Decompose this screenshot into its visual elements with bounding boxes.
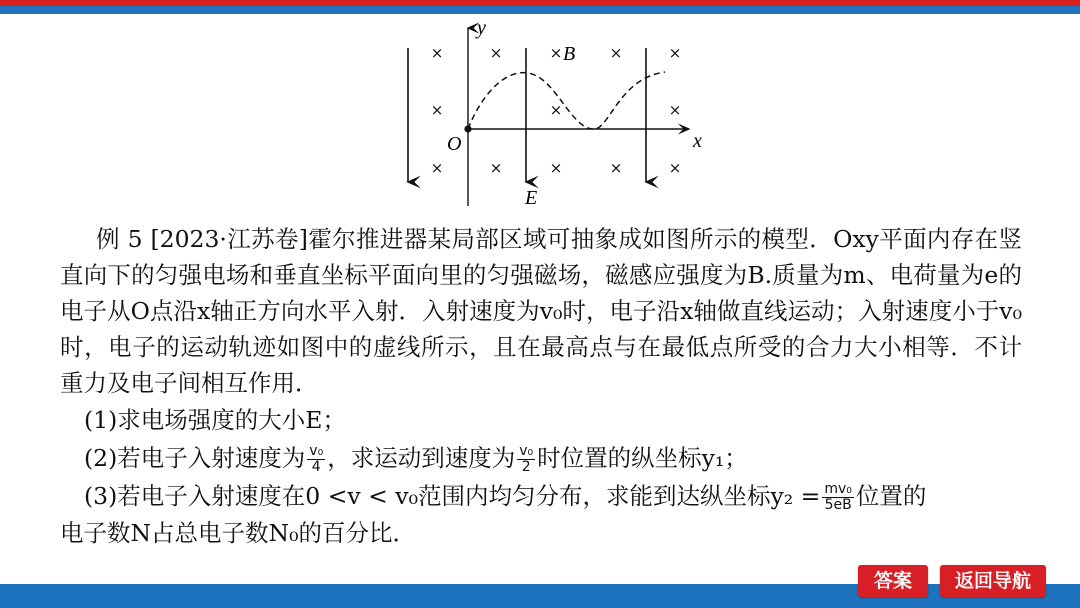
b-field-cross: × [489,44,503,62]
b-field-label: B [563,43,576,65]
b-field-cross: × [489,159,503,177]
question-3-continuation: 电子数N占总电子数N₀的百分比． [60,519,417,547]
problem-text [60,221,1022,551]
fraction-numerator: v₀ [519,443,534,459]
e-field-label: E [525,187,538,209]
b-field-cross: × [430,44,444,62]
fraction-numerator: mv₀ [824,481,852,497]
question-3-text-b: 位置的 [855,482,927,510]
problem-intro: 例 5 [2023·江苏卷]霍尔推进器某局部区域可抽象成如图所示的模型．Oxy平面内存在竖直向下的匀强电场和垂直坐标平面向里的匀强磁场，磁感应强度为B.质量为m、电荷量为e的电子从O点沿x轴正方向水平入射．入射速度为v₀时，电子沿x轴做直线运动；入射速度小于v₀时，电子的运动轨迹如图中的虚线所示，且在最高点与在最低点所受的合力大小相等．不计重力及电子间相互作用． [60,225,1022,397]
x-axis-label: x [693,130,702,152]
question-2-text-b: ，求运动到速度为 [327,444,516,472]
origin-label: O [447,133,462,155]
fraction-v0-over-2 [517,444,535,475]
question-3-text-a: (3)若电子入射速度在0 <v < v₀范围内均匀分布，求能到达纵坐标y₂ = [84,482,821,510]
b-field-cross: × [609,44,623,62]
top-blue-stripe [0,6,1080,14]
question-2-text-c: 时位置的纵坐标y₁； [537,444,748,472]
question-2 [84,439,1022,477]
fraction-denominator: 2 [521,459,531,475]
b-field-cross: × [549,159,563,177]
electron-trajectory [468,72,665,129]
fraction-denominator: 5eB [824,497,852,513]
b-field-cross: × [668,44,682,62]
fraction-v0-over-4 [307,444,325,475]
b-field-cross: × [549,101,563,119]
b-field-cross: × [668,101,682,119]
question-2-text-a: (2)若电子入射速度为 [84,444,306,472]
b-field-cross: × [549,44,563,62]
y-axis-label: y [477,17,486,39]
fraction-mv0-over-5eb [822,482,854,513]
question-1: (1)求电场强度的大小E； [84,406,346,434]
fraction-numerator: v₀ [309,443,324,459]
b-field-cross: × [430,101,444,119]
answer-button[interactable]: 答案 [858,565,928,597]
back-to-nav-button[interactable]: 返回导航 [940,565,1046,597]
physics-diagram [395,16,715,212]
b-field-cross: × [430,159,444,177]
question-3 [84,477,1022,515]
b-field-cross: × [668,159,682,177]
b-field-cross: × [609,159,623,177]
fraction-denominator: 4 [311,459,321,475]
field-diagram-svg [395,16,715,212]
